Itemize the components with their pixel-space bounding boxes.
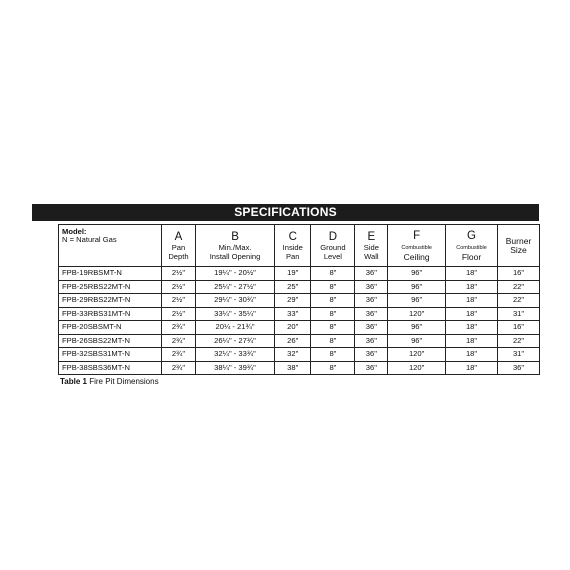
column-header-b	[195, 225, 274, 267]
column-label-line2: Pan	[285, 251, 300, 261]
model-header-note: N = Natural Gas	[62, 234, 117, 244]
column-label-line	[446, 242, 497, 262]
specifications-banner: SPECIFICATIONS	[32, 204, 539, 221]
side-wall-cell: 36"	[355, 307, 388, 321]
pan-depth-cell: 2½"	[161, 280, 195, 294]
ground-level-cell: 8"	[311, 280, 355, 294]
table-row	[59, 348, 540, 362]
model-cell: FPB-29RBS22MT-N	[59, 294, 162, 308]
column-header-f	[388, 225, 446, 267]
column-label-line2: Depth	[168, 251, 189, 261]
model-cell: FPB-33RBS31MT-N	[59, 307, 162, 321]
floor-cell: 18"	[446, 348, 498, 362]
table-row	[59, 334, 540, 348]
table-header-row	[59, 225, 540, 267]
floor-cell: 18"	[446, 280, 498, 294]
column-header-g	[446, 225, 498, 267]
floor-cell: 18"	[446, 334, 498, 348]
ceiling-cell: 120"	[388, 348, 446, 362]
burner-size-cell: 31"	[498, 348, 540, 362]
column-letter: A	[174, 230, 183, 243]
model-header-title: Model:	[62, 227, 87, 236]
inside-pan-cell: 32"	[275, 348, 311, 362]
floor-cell: 18"	[446, 321, 498, 335]
model-cell: FPB-25RBS22MT-N	[59, 280, 162, 294]
column-label-small: Combustible	[456, 244, 487, 251]
model-cell: FPB-38SBS36MT-N	[59, 361, 162, 375]
column-letter: G	[467, 229, 476, 242]
column-label-line2: Size	[510, 244, 527, 255]
column-letter: B	[231, 230, 239, 243]
column-letter: D	[328, 230, 338, 243]
column-header-c	[275, 225, 311, 267]
pan-depth-cell: 2¾"	[161, 334, 195, 348]
column-label-line1: Side	[363, 242, 379, 252]
ground-level-cell: 8"	[311, 361, 355, 375]
ground-level-cell: 8"	[311, 307, 355, 321]
ground-level-cell: 8"	[311, 334, 355, 348]
column-label-big: Floor	[461, 251, 482, 262]
side-wall-cell: 36"	[355, 267, 388, 281]
ceiling-cell: 96"	[388, 294, 446, 308]
burner-size-cell: 36"	[498, 361, 540, 375]
inside-pan-cell: 20"	[275, 321, 311, 335]
column-label-line1: Min./Max.	[218, 242, 252, 252]
install-opening-cell: 26¼" - 27¾"	[195, 334, 274, 348]
burner-size-cell: 22"	[498, 294, 540, 308]
ground-level-cell: 8"	[311, 294, 355, 308]
inside-pan-cell: 38"	[275, 361, 311, 375]
floor-cell: 18"	[446, 267, 498, 281]
ceiling-cell: 120"	[388, 361, 446, 375]
burner-size-cell: 16"	[498, 267, 540, 281]
column-label-line2: Install Opening	[209, 251, 261, 261]
inside-pan-cell: 19"	[275, 267, 311, 281]
caption-text: Fire Pit Dimensions	[89, 377, 159, 386]
inside-pan-cell: 26"	[275, 334, 311, 348]
ground-level-cell: 8"	[311, 321, 355, 335]
column-label-line1: Inside	[282, 242, 303, 252]
model-cell: FPB-26SBS22MT-N	[59, 334, 162, 348]
install-opening-cell: 32¼" - 33¾"	[195, 348, 274, 362]
floor-cell: 18"	[446, 307, 498, 321]
table-row	[59, 294, 540, 308]
pan-depth-cell: 2½"	[161, 267, 195, 281]
column-header-e	[355, 225, 388, 267]
ground-level-cell: 8"	[311, 267, 355, 281]
column-letter: C	[288, 230, 297, 243]
pan-depth-cell: 2¾"	[161, 321, 195, 335]
install-opening-cell: 20¼ - 21¾"	[195, 321, 274, 335]
ceiling-cell: 96"	[388, 280, 446, 294]
ceiling-cell: 96"	[388, 334, 446, 348]
burner-size-cell: 22"	[498, 280, 540, 294]
column-label-small: Combustible	[401, 244, 432, 251]
model-cell: FPB-32SBS31MT-N	[59, 348, 162, 362]
ground-level-cell: 8"	[311, 348, 355, 362]
burner-size-cell: 31"	[498, 307, 540, 321]
side-wall-cell: 36"	[355, 321, 388, 335]
floor-cell: 18"	[446, 361, 498, 375]
install-opening-cell: 38¼" - 39¾"	[195, 361, 274, 375]
side-wall-cell: 36"	[355, 280, 388, 294]
pan-depth-cell: 2¾"	[161, 348, 195, 362]
side-wall-cell: 36"	[355, 334, 388, 348]
column-label-line1: Ground	[320, 242, 346, 252]
side-wall-cell: 36"	[355, 294, 388, 308]
model-header	[59, 225, 162, 267]
ceiling-cell: 120"	[388, 307, 446, 321]
inside-pan-cell: 25"	[275, 280, 311, 294]
model-cell: FPB-20SBSMT-N	[59, 321, 162, 335]
side-wall-cell: 36"	[355, 348, 388, 362]
column-label-line	[388, 242, 445, 262]
column-label-line1: Burner	[505, 235, 532, 246]
table-row	[59, 267, 540, 281]
table-caption	[60, 377, 159, 386]
pan-depth-cell: 2½"	[161, 307, 195, 321]
column-header-d	[311, 225, 355, 267]
floor-cell: 18"	[446, 294, 498, 308]
pan-depth-cell: 2½"	[161, 294, 195, 308]
table-row	[59, 321, 540, 335]
column-label-line2: Level	[323, 251, 342, 261]
column-header-burner-size	[498, 225, 540, 267]
install-opening-cell: 29¼" - 30¾"	[195, 294, 274, 308]
model-cell: FPB-19RBSMT-N	[59, 267, 162, 281]
ceiling-cell: 96"	[388, 321, 446, 335]
table-row	[59, 361, 540, 375]
specifications-table	[58, 224, 540, 375]
column-letter: E	[367, 230, 376, 243]
table-row	[59, 280, 540, 294]
burner-size-cell: 16"	[498, 321, 540, 335]
ceiling-cell: 96"	[388, 267, 446, 281]
column-label-big: Ceiling	[403, 251, 430, 262]
caption-label: Table 1	[60, 377, 87, 386]
install-opening-cell: 33¼" - 35¼"	[195, 307, 274, 321]
install-opening-cell: 19¼" - 20½"	[195, 267, 274, 281]
burner-size-cell: 22"	[498, 334, 540, 348]
column-letter: F	[413, 229, 421, 242]
side-wall-cell: 36"	[355, 361, 388, 375]
inside-pan-cell: 33"	[275, 307, 311, 321]
column-header-a	[161, 225, 195, 267]
pan-depth-cell: 2¾"	[161, 361, 195, 375]
install-opening-cell: 25¼" - 27½"	[195, 280, 274, 294]
column-label-line2: Wall	[364, 251, 379, 261]
table-row	[59, 307, 540, 321]
inside-pan-cell: 29"	[275, 294, 311, 308]
column-label-line1: Pan	[171, 242, 186, 252]
